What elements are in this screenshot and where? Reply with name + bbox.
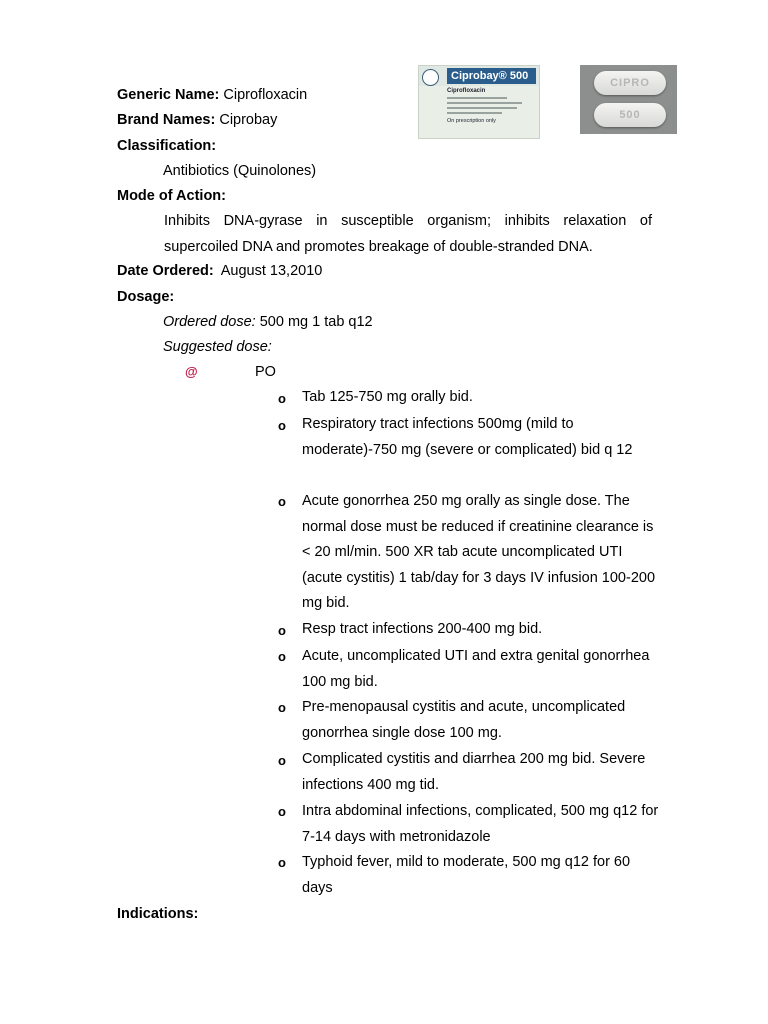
date-ordered-value: August 13,2010 xyxy=(220,263,323,279)
list-bullet-icon: o xyxy=(278,649,286,664)
list-bullet-icon: o xyxy=(278,494,286,509)
bayer-logo-icon xyxy=(422,69,439,86)
ordered-dose-row xyxy=(163,314,373,330)
list-bullet-icon: o xyxy=(278,753,286,768)
list-item: Complicated cystitis and diarrhea 200 mg bid. Severe infections 400 mg tid. xyxy=(302,751,646,793)
list-bullet-icon: o xyxy=(278,855,286,870)
mode-of-action-label: Mode of Action: xyxy=(117,188,226,204)
tablet-top: CIPRO xyxy=(594,71,666,95)
date-ordered-row xyxy=(117,263,322,279)
brand-name-label: Brand Names: xyxy=(117,112,216,128)
list-item: Acute, uncomplicated UTI and extra genital gonorrhea 100 mg bid. xyxy=(302,648,650,690)
ciprobay-box-image xyxy=(418,65,540,139)
classification-label: Classification: xyxy=(117,138,217,154)
brand-name-value: Ciprobay xyxy=(219,112,278,128)
list-bullet-icon: o xyxy=(278,804,286,819)
tablet-image xyxy=(580,65,677,134)
box-rx-note: On prescription only xyxy=(447,118,496,124)
list-bullet-icon: o xyxy=(278,700,286,715)
list-bullet-icon: o xyxy=(278,623,286,638)
list-item: Tab 125-750 mg orally bid. xyxy=(302,389,473,405)
box-text-line xyxy=(447,107,517,109)
ordered-dose-label: Ordered dose: xyxy=(163,314,256,330)
box-text-line xyxy=(447,112,502,114)
mode-of-action-text: Inhibits DNA-gyrase in susceptible organism; inhibits relaxation of supercoiled DNA and promotes breakage of double-stranded DNA. xyxy=(164,213,652,255)
box-text-line xyxy=(447,102,522,104)
generic-name-label: Generic Name: xyxy=(117,87,220,103)
ordered-dose-value: 500 mg 1 tab q12 xyxy=(259,314,373,330)
dosage-label: Dosage: xyxy=(117,289,175,305)
list-item: Typhoid fever, mild to moderate, 500 mg q12 for 60 days xyxy=(302,854,631,896)
route-bullet-icon: @ xyxy=(185,364,198,379)
list-item: Intra abdominal infections, complicated, 500 mg q12 for 7-14 days with metronidazole xyxy=(302,803,659,845)
suggested-dose-label: Suggested dose: xyxy=(163,339,272,355)
list-bullet-icon: o xyxy=(278,391,286,406)
brand-name-row xyxy=(117,112,277,128)
generic-name-row xyxy=(117,87,307,103)
list-item: Acute gonorrhea 250 mg orally as single dose. The normal dose must be reduced if creatinine clearance is < 20 ml/min. 500 XR tab acute uncomplicated UTI (acute cystitis) 1 tab/day for 3 days IV infusion 100-200 mg bid. xyxy=(302,493,656,611)
classification-value: Antibiotics (Quinolones) xyxy=(163,163,317,179)
generic-name-value: Ciprofloxacin xyxy=(223,87,308,103)
list-bullet-icon: o xyxy=(278,418,286,433)
tablet-bottom: 500 xyxy=(594,103,666,127)
box-generic-name: Ciprofloxacin xyxy=(447,88,486,94)
box-brand-name: Ciprobay® 500 xyxy=(447,68,536,84)
date-ordered-label: Date Ordered: xyxy=(117,263,214,279)
list-item: Respiratory tract infections 500mg (mild to moderate)-750 mg (severe or complicated) bid q 12 xyxy=(302,416,633,458)
list-item: Pre-menopausal cystitis and acute, uncomplicated gonorrhea single dose 100 mg. xyxy=(302,699,626,741)
list-item: Resp tract infections 200-400 mg bid. xyxy=(302,621,543,637)
route-po: PO xyxy=(255,364,276,380)
box-text-line xyxy=(447,97,507,99)
indications-label: Indications: xyxy=(117,906,199,922)
